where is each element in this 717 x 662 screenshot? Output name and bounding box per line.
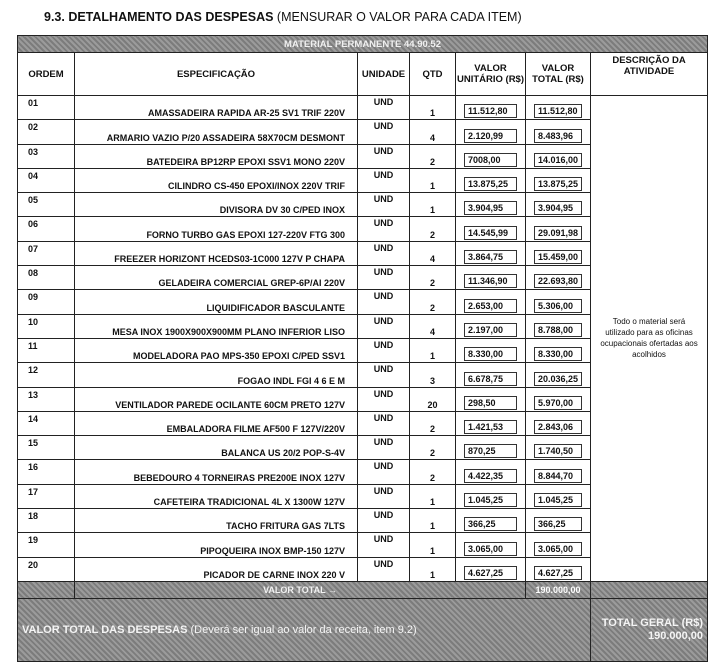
item-unidade: UND (358, 533, 410, 557)
item-especificacao: CAFETEIRA TRADICIONAL 4L X 1300W 127V (75, 484, 358, 508)
item-valor-unitario-cell (456, 557, 526, 581)
item-qtd: 2 (410, 266, 456, 290)
item-qtd: 1 (410, 193, 456, 217)
item-especificacao: EMBALADORA FILME AF500 F 127V/220V (75, 411, 358, 435)
item-qtd: 2 (410, 436, 456, 460)
item-valor-total-cell (526, 363, 591, 387)
item-unidade: UND (358, 460, 410, 484)
item-ordem: 17 (18, 484, 75, 508)
item-valor-unitario-cell (456, 460, 526, 484)
activity-description: Todo o material será utilizado para as oficinas ocupacionais ofertadas aos acolhidos (591, 96, 708, 582)
item-unidade: UND (358, 509, 410, 533)
section-heading (44, 10, 522, 24)
item-qtd: 4 (410, 120, 456, 144)
item-unidade: UND (358, 144, 410, 168)
item-valor-total-cell (526, 411, 591, 435)
item-ordem: 19 (18, 533, 75, 557)
item-valor-unitario: 3.065,00 (464, 542, 517, 556)
section-subtitle: (MENSURAR O VALOR PARA CADA ITEM) (276, 10, 522, 24)
item-especificacao: MODELADORA PAO MPS-350 EPOXI C/PED SSV1 (75, 338, 358, 362)
item-especificacao: PIPOQUEIRA INOX BMP-150 127V (75, 533, 358, 557)
item-valor-unitario-cell (456, 290, 526, 314)
item-valor-unitario: 8.330,00 (464, 347, 517, 361)
item-valor-unitario: 14.545,99 (464, 226, 517, 240)
item-especificacao: PICADOR DE CARNE INOX 220 V (75, 557, 358, 581)
category-band (18, 36, 708, 53)
item-unidade: UND (358, 436, 410, 460)
item-valor-total-cell (526, 266, 591, 290)
item-valor-unitario: 366,25 (464, 517, 517, 531)
category-band-label: MATERIAL PERMANENTE 44.90.52 (18, 36, 708, 53)
item-ordem: 01 (18, 96, 75, 120)
item-valor-total: 8.483,96 (534, 129, 582, 143)
item-valor-unitario: 298,50 (464, 396, 517, 410)
item-valor-unitario: 870,25 (464, 444, 517, 458)
item-valor-unitario-cell (456, 509, 526, 533)
item-especificacao: GELADEIRA COMERCIAL GREP-6P/AI 220V (75, 266, 358, 290)
grand-total-title: TOTAL GERAL (R$) (601, 616, 704, 629)
item-unidade: UND (358, 241, 410, 265)
valor-total-desc-spacer (591, 581, 708, 598)
item-valor-unitario: 3.904,95 (464, 201, 517, 215)
section-title: 9.3. DETALHAMENTO DAS DESPESAS (44, 10, 274, 24)
item-ordem: 16 (18, 460, 75, 484)
item-valor-unitario-cell (456, 96, 526, 120)
item-especificacao: AMASSADEIRA RAPIDA AR-25 SV1 TRIF 220V (75, 96, 358, 120)
col-header-descricao: DESCRIÇÃO DA ATIVIDADE (591, 53, 708, 96)
item-qtd: 3 (410, 363, 456, 387)
item-valor-total-cell (526, 241, 591, 265)
item-qtd: 2 (410, 411, 456, 435)
item-qtd: 1 (410, 509, 456, 533)
item-valor-total: 2.843,06 (534, 420, 582, 434)
col-header-valor-total: VALOR TOTAL (R$) (526, 53, 591, 96)
col-header-ordem: ORDEM (18, 53, 75, 96)
item-especificacao: FOGAO INDL FGI 4 6 E M (75, 363, 358, 387)
item-valor-unitario: 4.627,25 (464, 566, 517, 580)
item-valor-total: 8.788,00 (534, 323, 582, 337)
item-unidade: UND (358, 557, 410, 581)
item-valor-total: 5.306,00 (534, 299, 582, 313)
item-valor-total: 15.459,00 (534, 250, 582, 264)
item-especificacao: LIQUIDIFICADOR BASCULANTE (75, 290, 358, 314)
item-unidade: UND (358, 363, 410, 387)
item-qtd: 20 (410, 387, 456, 411)
item-valor-unitario: 4.422,35 (464, 469, 517, 483)
item-qtd: 1 (410, 557, 456, 581)
item-unidade: UND (358, 290, 410, 314)
item-valor-total: 20.036,25 (534, 372, 582, 386)
item-valor-unitario-cell (456, 533, 526, 557)
item-valor-total-cell (526, 533, 591, 557)
item-valor-unitario: 2.197,00 (464, 323, 517, 337)
item-especificacao: BALANCA US 20/2 POP-S-4V (75, 436, 358, 460)
item-ordem: 10 (18, 314, 75, 338)
grand-total-label-note: (Deverá ser igual ao valor da receita, item 9.2) (190, 623, 417, 636)
item-valor-unitario: 7008,00 (464, 153, 517, 167)
item-ordem: 20 (18, 557, 75, 581)
item-qtd: 2 (410, 290, 456, 314)
item-valor-unitario-cell (456, 241, 526, 265)
grand-total-cell (591, 598, 708, 661)
item-unidade: UND (358, 387, 410, 411)
item-valor-unitario-cell (456, 120, 526, 144)
item-ordem: 13 (18, 387, 75, 411)
item-especificacao: FREEZER HORIZONT HCEDS03-1C000 127V P CHAPA (75, 241, 358, 265)
item-unidade: UND (358, 411, 410, 435)
item-unidade: UND (358, 338, 410, 362)
item-ordem: 14 (18, 411, 75, 435)
item-valor-unitario-cell (456, 436, 526, 460)
col-header-valor-unitario: VALOR UNITÁRIO (R$) (456, 53, 526, 96)
item-unidade: UND (358, 168, 410, 192)
item-valor-total: 1.740,50 (534, 444, 582, 458)
item-ordem: 09 (18, 290, 75, 314)
item-valor-unitario-cell (456, 338, 526, 362)
item-valor-total: 22.693,80 (534, 274, 582, 288)
item-ordem: 05 (18, 193, 75, 217)
item-valor-total-cell (526, 168, 591, 192)
item-valor-total: 8.330,00 (534, 347, 582, 361)
item-valor-total-cell (526, 557, 591, 581)
item-valor-unitario: 1.045,25 (464, 493, 517, 507)
item-valor-unitario: 2.653,00 (464, 299, 517, 313)
item-valor-total-cell (526, 144, 591, 168)
valor-total-row (18, 581, 708, 598)
valor-total-amount: 190.000,00 (526, 581, 591, 598)
item-valor-unitario-cell (456, 484, 526, 508)
grand-total-label-main: VALOR TOTAL DAS DESPESAS (22, 623, 188, 636)
item-valor-total: 3.904,95 (534, 201, 582, 215)
item-valor-total-cell (526, 387, 591, 411)
col-header-qtd: QTD (410, 53, 456, 96)
item-especificacao: FORNO TURBO GAS EPOXI 127-220V FTG 300 (75, 217, 358, 241)
item-ordem: 07 (18, 241, 75, 265)
item-valor-unitario: 1.421,53 (464, 420, 517, 434)
grand-total-label (18, 598, 591, 661)
item-valor-total-cell (526, 509, 591, 533)
item-qtd: 4 (410, 241, 456, 265)
item-valor-total: 13.875,25 (534, 177, 582, 191)
item-valor-total-cell (526, 290, 591, 314)
item-valor-total-cell (526, 193, 591, 217)
item-qtd: 1 (410, 338, 456, 362)
item-ordem: 18 (18, 509, 75, 533)
item-qtd: 1 (410, 484, 456, 508)
item-unidade: UND (358, 484, 410, 508)
item-valor-unitario-cell (456, 363, 526, 387)
item-valor-total: 29.091,98 (534, 226, 582, 240)
item-valor-total-cell (526, 120, 591, 144)
item-valor-unitario: 11.346,90 (464, 274, 517, 288)
item-valor-unitario-cell (456, 168, 526, 192)
item-ordem: 08 (18, 266, 75, 290)
item-qtd: 1 (410, 168, 456, 192)
item-valor-unitario: 6.678,75 (464, 372, 517, 386)
item-unidade: UND (358, 96, 410, 120)
item-ordem: 03 (18, 144, 75, 168)
item-valor-total-cell (526, 460, 591, 484)
item-qtd: 1 (410, 96, 456, 120)
item-qtd: 2 (410, 460, 456, 484)
item-unidade: UND (358, 193, 410, 217)
expense-table (17, 35, 708, 662)
item-unidade: UND (358, 266, 410, 290)
item-valor-total-cell (526, 314, 591, 338)
item-especificacao: BEBEDOURO 4 TORNEIRAS PRE200E INOX 127V (75, 460, 358, 484)
item-ordem: 02 (18, 120, 75, 144)
valor-total-label: VALOR TOTAL → (75, 581, 526, 598)
item-especificacao: TACHO FRITURA GAS 7LTS (75, 509, 358, 533)
item-valor-unitario-cell (456, 314, 526, 338)
valor-total-spacer (18, 581, 75, 598)
item-especificacao: MESA INOX 1900X900X900MM PLANO INFERIOR LISO (75, 314, 358, 338)
item-valor-total-cell (526, 96, 591, 120)
item-valor-total: 1.045,25 (534, 493, 582, 507)
item-valor-total: 4.627,25 (534, 566, 582, 580)
item-especificacao: BATEDEIRA BP12RP EPOXI SSV1 MONO 220V (75, 144, 358, 168)
item-qtd: 4 (410, 314, 456, 338)
item-valor-unitario: 3.864,75 (464, 250, 517, 264)
item-especificacao: CILINDRO CS-450 EPOXI/INOX 220V TRIF (75, 168, 358, 192)
item-valor-total: 5.970,00 (534, 396, 582, 410)
item-especificacao: VENTILADOR PAREDE OCILANTE 60CM PRETO 127V (75, 387, 358, 411)
item-valor-unitario-cell (456, 387, 526, 411)
item-unidade: UND (358, 314, 410, 338)
item-unidade: UND (358, 217, 410, 241)
item-valor-unitario: 2.120,99 (464, 129, 517, 143)
item-valor-total: 8.844,70 (534, 469, 582, 483)
item-ordem: 06 (18, 217, 75, 241)
item-especificacao: ARMARIO VAZIO P/20 ASSADEIRA 58X70CM DESMONT (75, 120, 358, 144)
item-valor-total-cell (526, 484, 591, 508)
item-unidade: UND (358, 120, 410, 144)
item-valor-total: 14.016,00 (534, 153, 582, 167)
item-ordem: 12 (18, 363, 75, 387)
item-valor-total: 366,25 (534, 517, 582, 531)
grand-total-row (18, 598, 708, 661)
item-valor-unitario: 13.875,25 (464, 177, 517, 191)
item-valor-unitario-cell (456, 193, 526, 217)
header-row (18, 53, 708, 96)
item-ordem: 15 (18, 436, 75, 460)
item-valor-unitario-cell (456, 266, 526, 290)
item-valor-total-cell (526, 217, 591, 241)
item-valor-unitario: 11.512,80 (464, 104, 517, 118)
item-valor-unitario-cell (456, 411, 526, 435)
item-valor-total-cell (526, 436, 591, 460)
grand-total-value: 190.000,00 (647, 629, 704, 642)
col-header-unidade: UNIDADE (358, 53, 410, 96)
item-qtd: 2 (410, 144, 456, 168)
item-valor-total: 3.065,00 (534, 542, 582, 556)
item-qtd: 2 (410, 217, 456, 241)
item-valor-unitario-cell (456, 144, 526, 168)
item-ordem: 04 (18, 168, 75, 192)
item-valor-total-cell (526, 338, 591, 362)
item-valor-unitario-cell (456, 217, 526, 241)
item-ordem: 11 (18, 338, 75, 362)
col-header-especificacao: ESPECIFICAÇÃO (75, 53, 358, 96)
item-especificacao: DIVISORA DV 30 C/PED INOX (75, 193, 358, 217)
item-valor-total: 11.512,80 (534, 104, 582, 118)
table-row (18, 96, 708, 120)
item-qtd: 1 (410, 533, 456, 557)
